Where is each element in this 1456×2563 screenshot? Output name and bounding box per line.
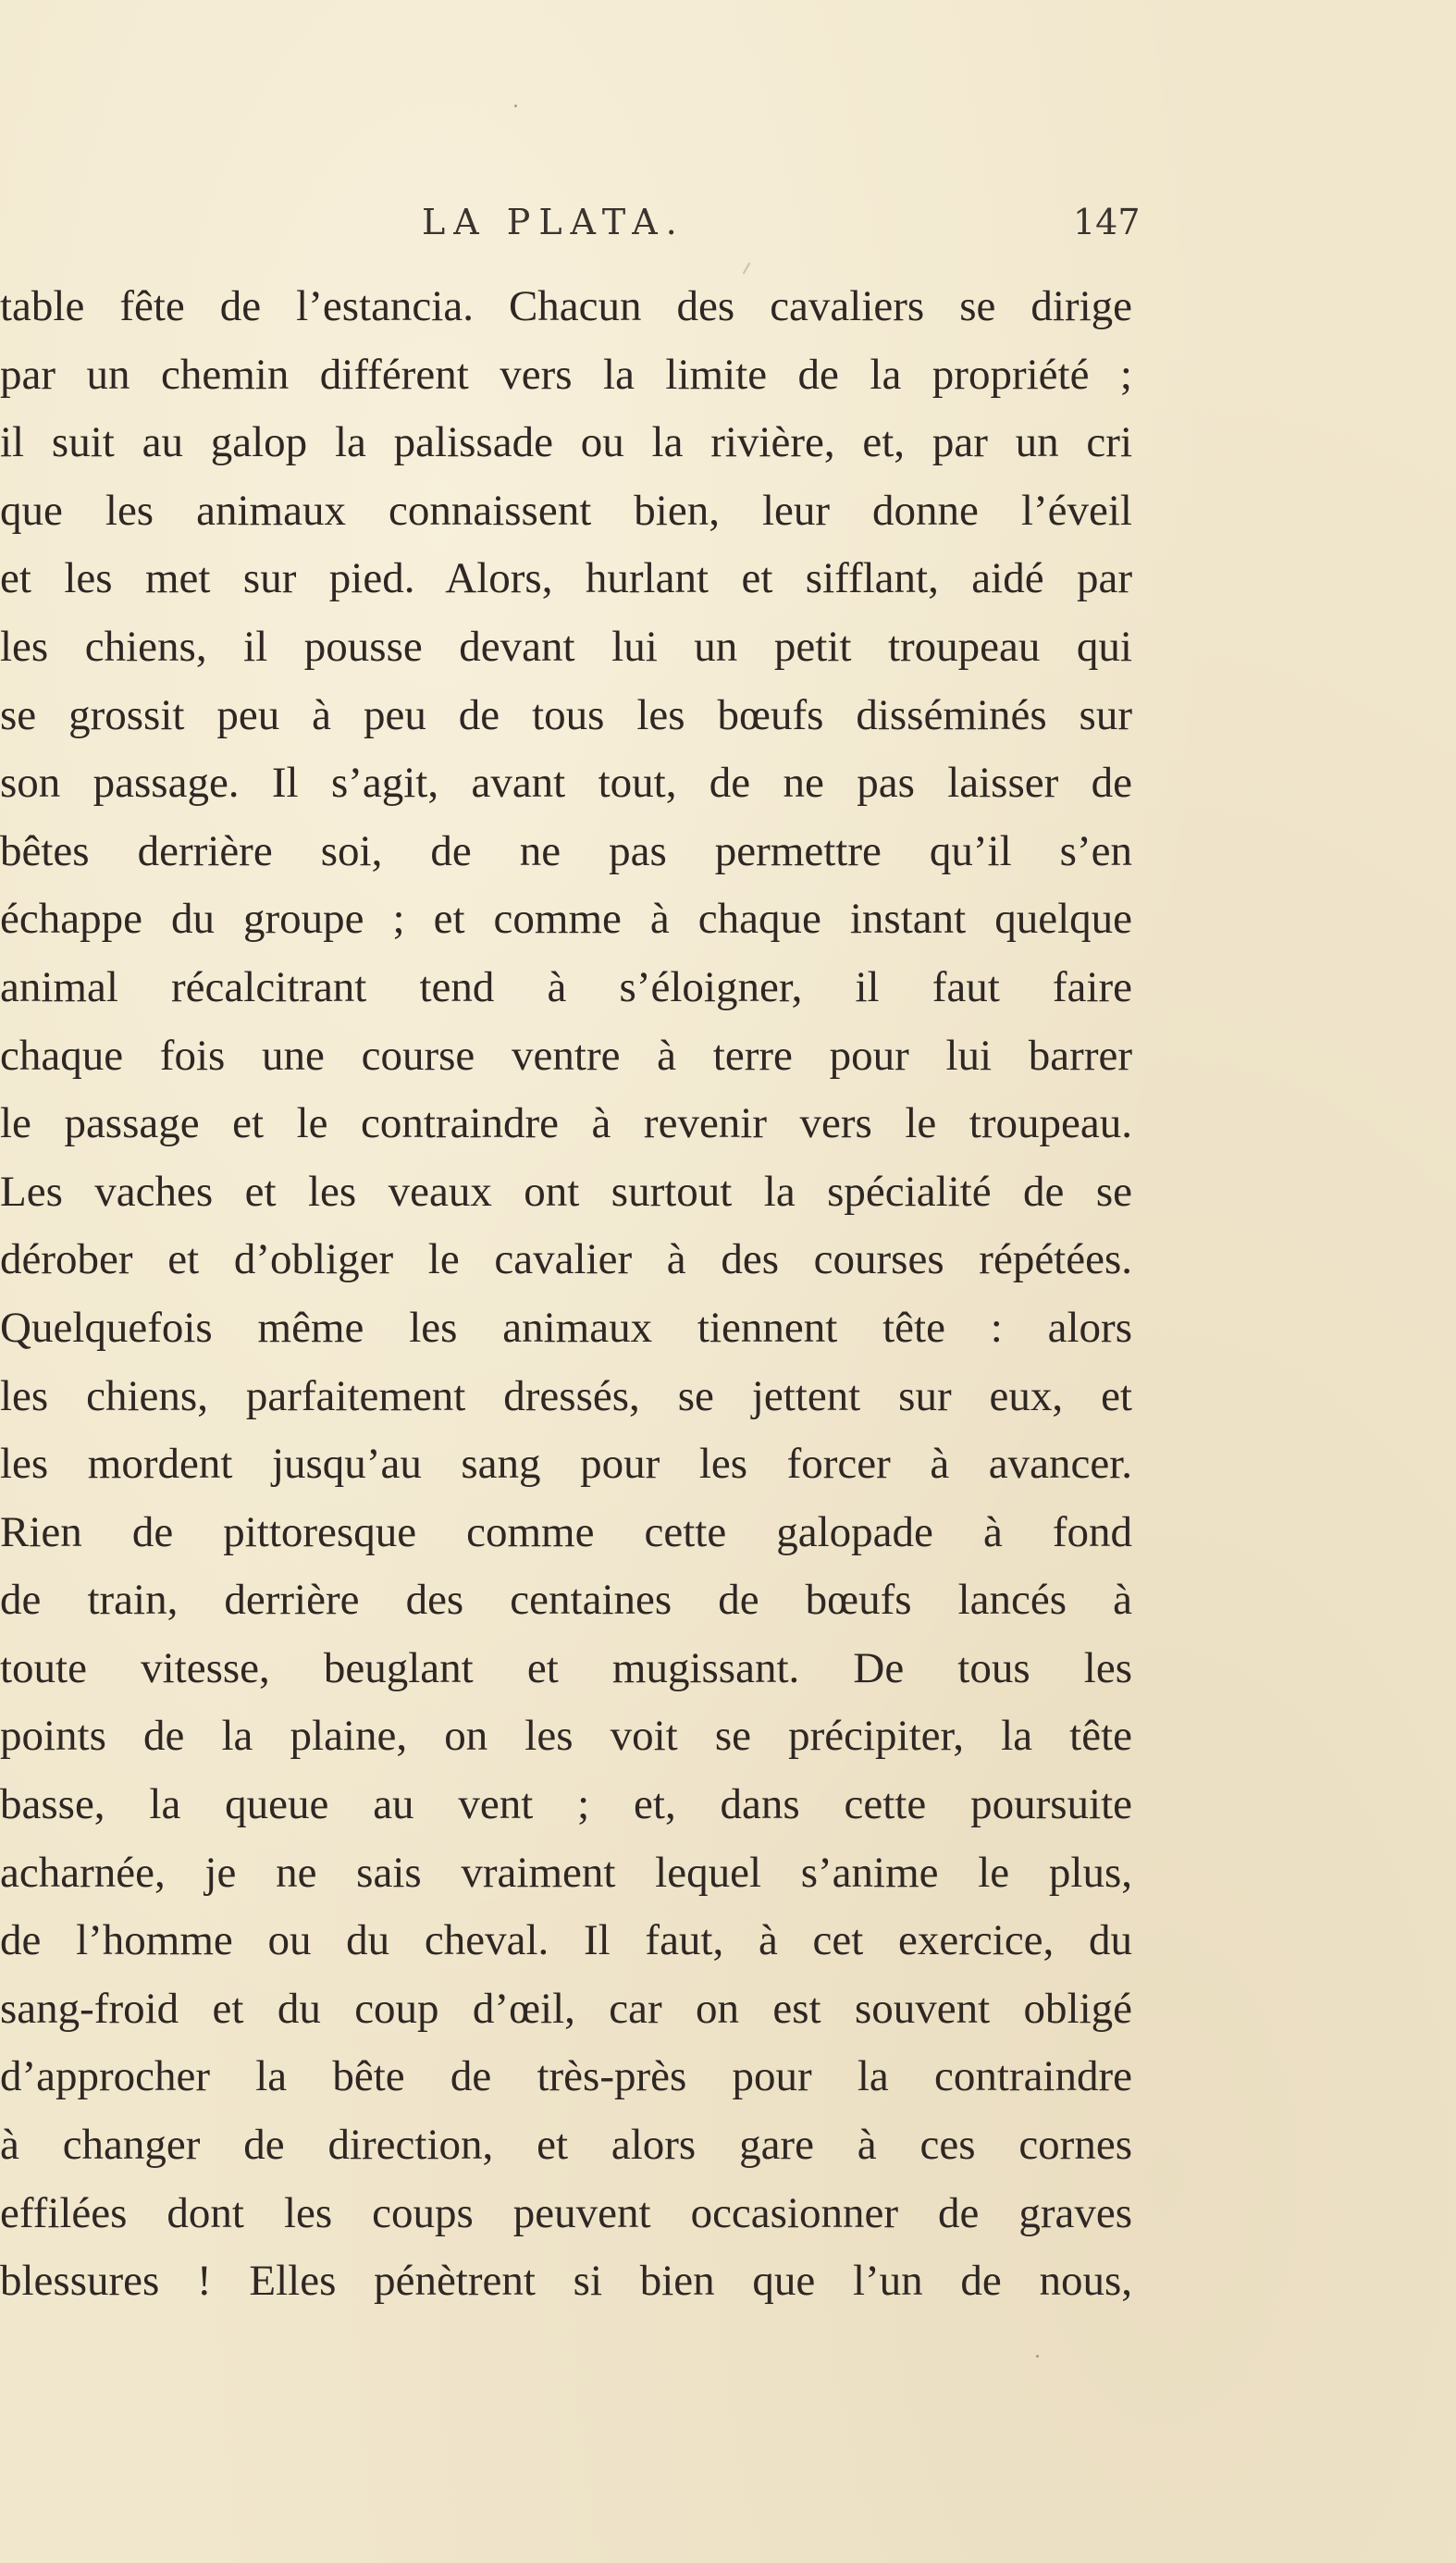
text-line: que les animaux connaissent bien, leur donne l’éveil: [0, 486, 1132, 535]
running-head: [0, 202, 1456, 254]
text-line: blessures ! Elles pénètrent si bien que l’un de nous,: [0, 2257, 1132, 2306]
page-number: 147: [1073, 202, 1141, 242]
text-line: d’approcher la bête de très-près pour la contraindre: [0, 2052, 1132, 2101]
text-line: à changer de direction, et alors gare à ces cornes: [0, 2121, 1132, 2170]
text-line: le passage et le contraindre à revenir vers le troupeau.: [0, 1099, 1132, 1148]
text-line: les chiens, il pousse devant lui un petit troupeau qui: [0, 622, 1132, 671]
text-line: par un chemin différent vers la limite de la propriété ;: [0, 350, 1132, 399]
text-line: échappe du groupe ; et comme à chaque instant quelque: [0, 895, 1132, 944]
body-text: [0, 273, 1456, 2316]
text-line: il suit au galop la palissade ou la rivière, et, par un cri: [0, 418, 1132, 467]
text-line: table fête de l’estancia. Chacun des cavaliers se dirige: [0, 282, 1132, 330]
text-line: sang-froid et du coup d’œil, car on est souvent obligé: [0, 1984, 1132, 2033]
text-line: dérober et d’obliger le cavalier à des courses répétées.: [0, 1235, 1132, 1284]
text-line: toute vitesse, beuglant et mugissant. De tous les: [0, 1643, 1132, 1692]
text-line: les mordent jusqu’au sang pour les forcer à avancer.: [0, 1440, 1132, 1489]
text-line: acharnée, je ne sais vraiment lequel s’anime le plus,: [0, 1848, 1132, 1897]
text-line: et les met sur pied. Alors, hurlant et sifflant, aidé par: [0, 554, 1132, 603]
text-line: basse, la queue au vent ; et, dans cette poursuite: [0, 1780, 1132, 1829]
running-title: LA PLATA.: [422, 202, 685, 242]
text-line: animal récalcitrant tend à s’éloigner, il faut faire: [0, 962, 1132, 1011]
text-line: Quelquefois même les animaux tiennent tête : alors: [0, 1303, 1132, 1352]
text-line: de train, derrière des centaines de bœufs lancés à: [0, 1576, 1132, 1625]
text-line: chaque fois une course ventre à terre pour lui barrer: [0, 1031, 1132, 1080]
text-line: points de la plaine, on les voit se précipiter, la tête: [0, 1712, 1132, 1761]
text-line: de l’homme ou du cheval. Il faut, à cet exercice, du: [0, 1916, 1132, 1965]
text-line: bêtes derrière soi, de ne pas permettre qu’il s’en: [0, 826, 1132, 875]
text-line: les chiens, parfaitement dressés, se jettent sur eux, et: [0, 1371, 1132, 1420]
text-line: son passage. Il s’agit, avant tout, de ne pas laisser de: [0, 759, 1132, 808]
text-line: Rien de pittoresque comme cette galopade à fond: [0, 1507, 1132, 1556]
text-line: Les vaches et les veaux ont surtout la spécialité de se: [0, 1167, 1132, 1216]
paper-speck: [1036, 2355, 1039, 2358]
text-line: effilées dont les coups peuvent occasionner de graves: [0, 2188, 1132, 2237]
text-line: se grossit peu à peu de tous les bœufs disséminés sur: [0, 690, 1132, 739]
paper-speck: [514, 105, 517, 107]
